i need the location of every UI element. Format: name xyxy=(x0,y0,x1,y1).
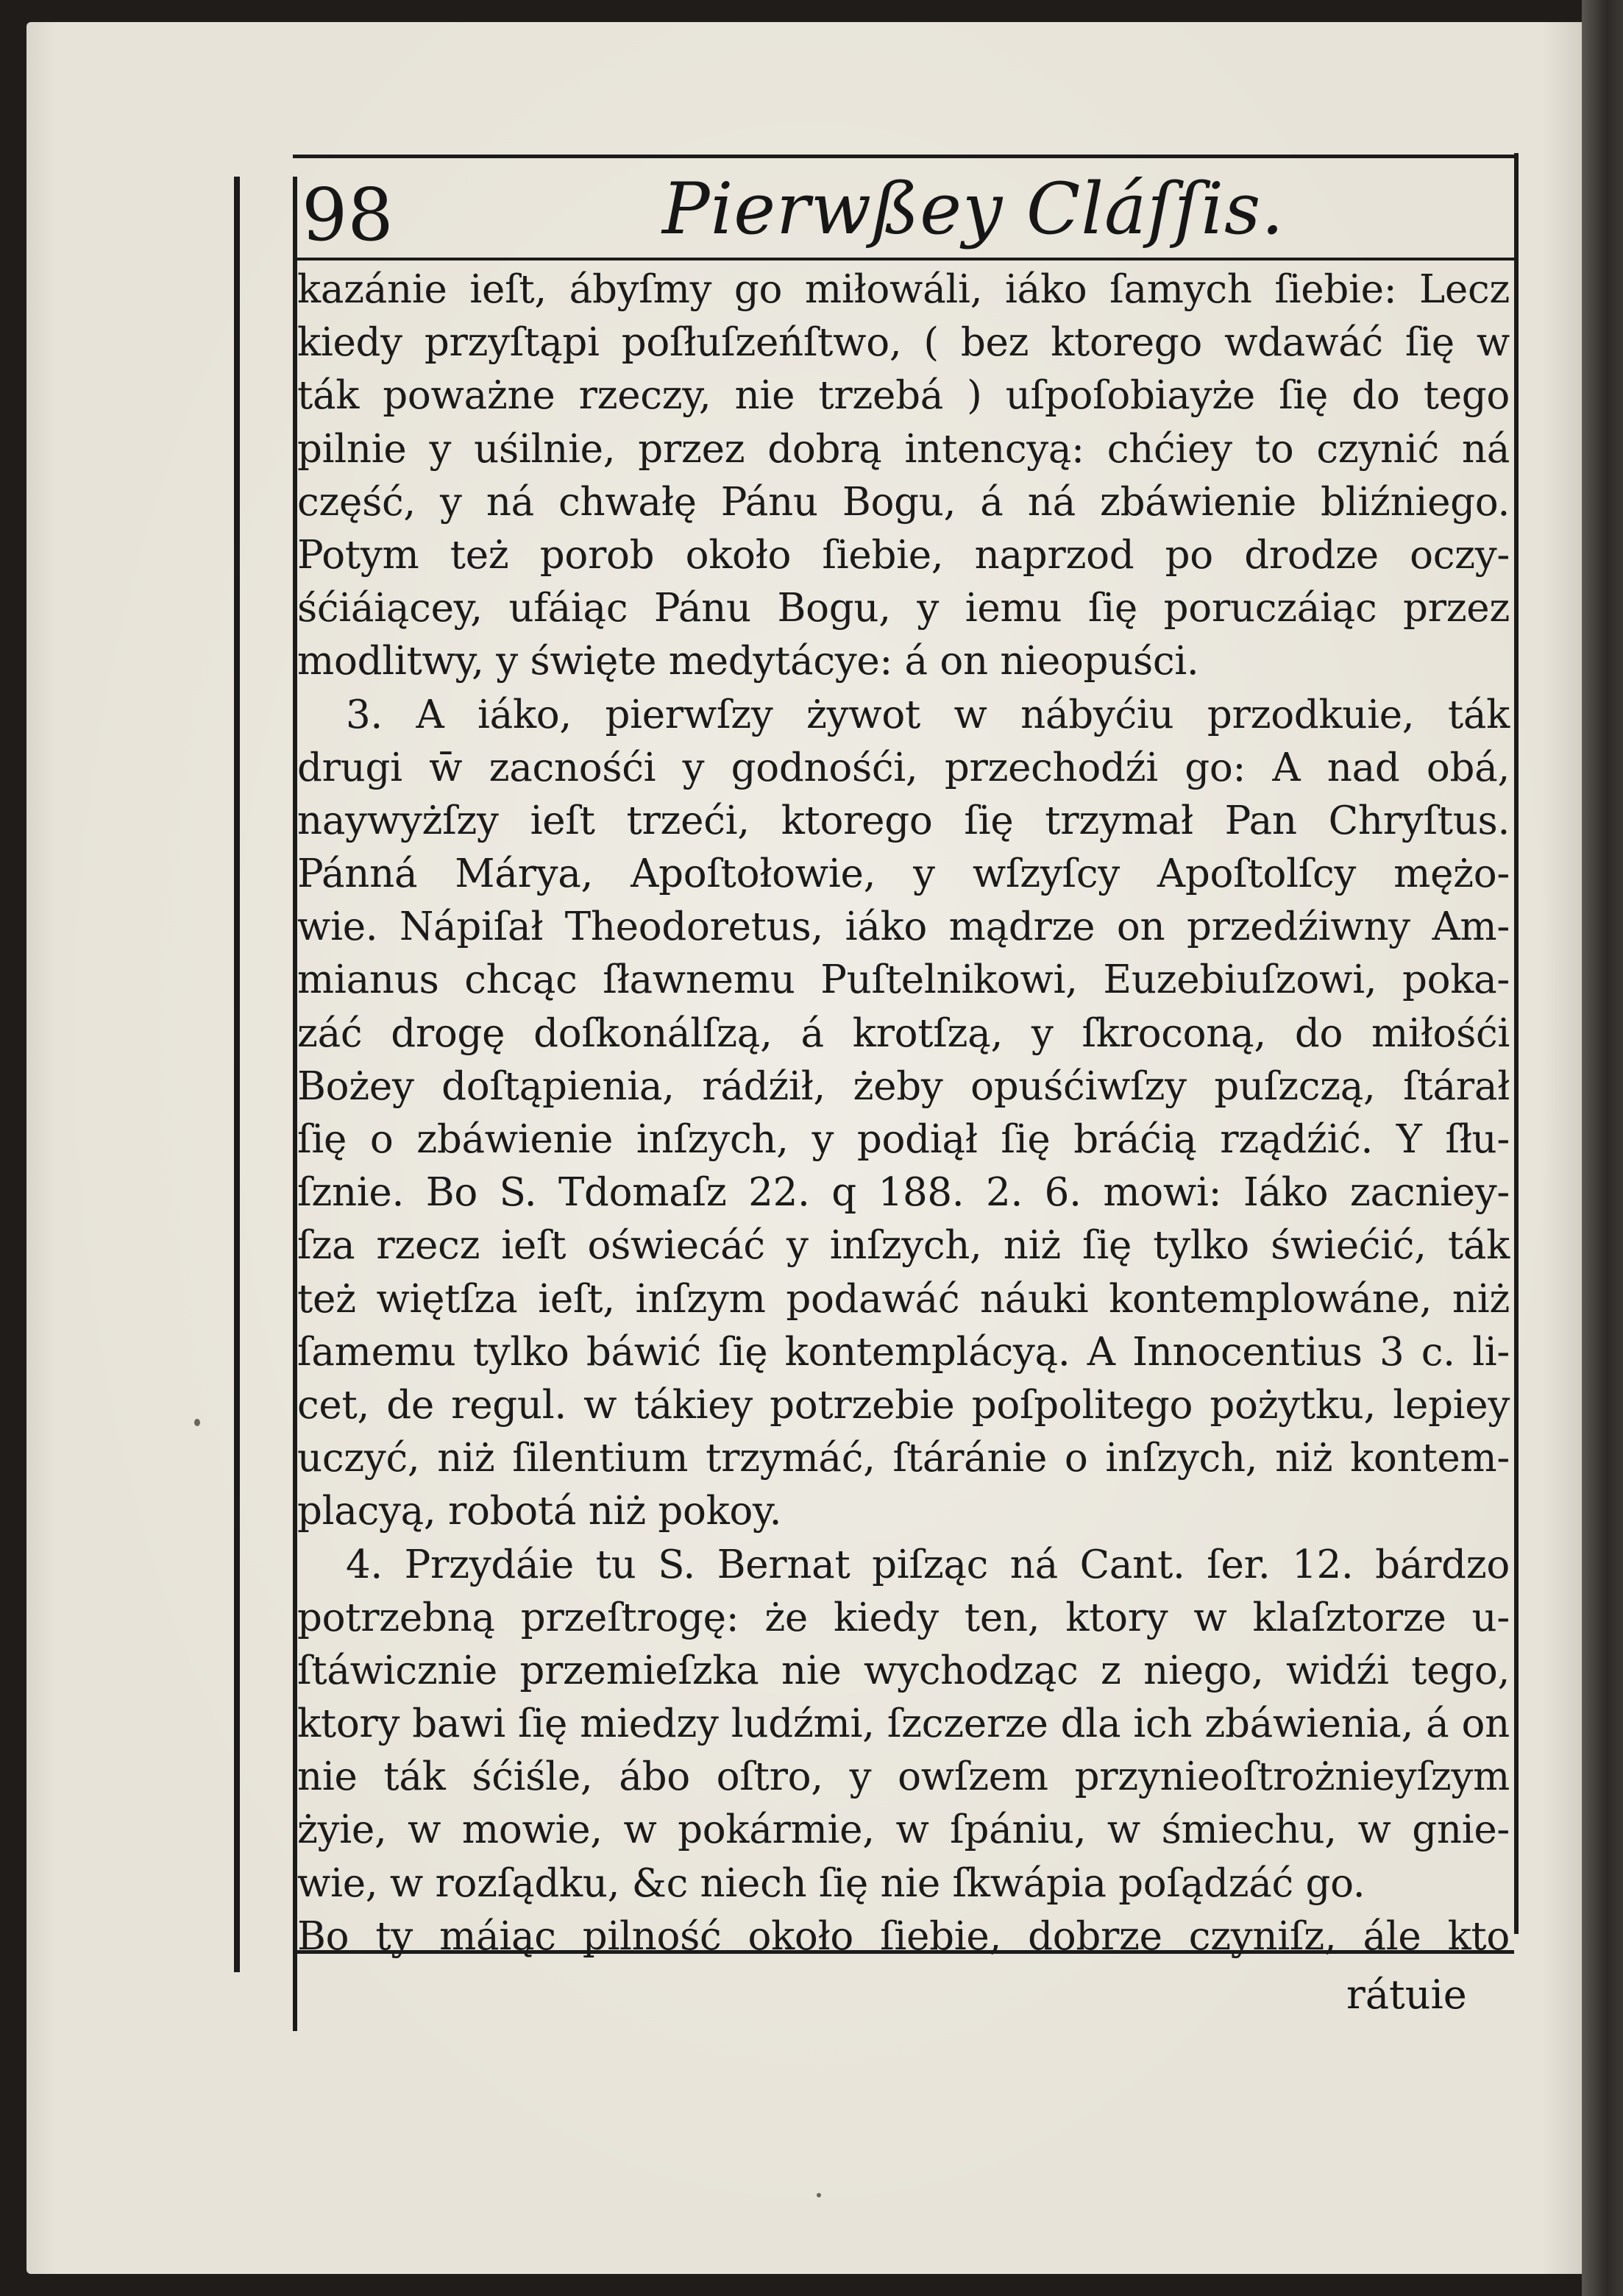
text-line: záć drogę doſkonálſzą, á krotſzą, y ſkroconą, do miłośći xyxy=(297,1010,1510,1056)
body-text xyxy=(297,263,1510,1963)
text-line: ták poważne rzeczy, nie trzebá ) uſpoſobiayże ſię do tego xyxy=(297,373,1510,419)
text-line: Bo ty máiąc pilność około ſiebie, dobrze czyniſz, ále kto xyxy=(297,1913,1510,1959)
catchword: rátuie xyxy=(1346,1971,1467,2018)
text-line: 3. A iáko, pierwſzy żywot w nábyćiu przodkuie, ták xyxy=(346,692,1510,737)
text-line: kiedy przyſtąpi poſłuſzeńſtwo, ( bez ktorego wdawáć ſię w xyxy=(297,320,1510,366)
text-line: też więtſza ieſt, inſzym podawáć náuki kontemplowáne, niż xyxy=(297,1276,1510,1322)
text-line: Potym też porob około ſiebie, naprzod po drodze oczy- xyxy=(297,532,1510,578)
text-line: ſię o zbáwienie inſzych, y podiął ſię bráćią rządźić. Y ſłu- xyxy=(297,1117,1510,1162)
running-head: Pierwßey Cláſſis. xyxy=(662,168,1285,250)
text-line: pilnie y uśilnie, przez dobrą intencyą: chćiey to czynić ná xyxy=(297,426,1510,472)
text-line: wie. Nápiſał Theodoretus, iáko mądrze on przedźiwny Am- xyxy=(297,904,1510,950)
text-line: wie, w rozſądku, &c niech ſię nie ſkwápia poſądzáć go. xyxy=(297,1860,1365,1906)
text-line: ktory bawi ſię miedzy ludźmi, ſzczerze dla ich zbáwienia, á on xyxy=(297,1701,1510,1747)
text-line: placyą, robotá niż pokoy. xyxy=(297,1489,782,1534)
text-line: ſznie. Bo S. Tdomaſz 22. q 188. 2. 6. mowi: Iáko zacniey- xyxy=(297,1170,1510,1216)
text-line: Bożey doſtąpienia, rádźił, żeby opuśćiwſzy puſzczą, ſtárał xyxy=(297,1063,1510,1109)
text-line: drugi w̄ zacnośći y godnośći, przechodźi go: A nad obá, xyxy=(297,745,1510,790)
text-line: nie ták śćiśle, ábo oſtro, y owſzem przynieoſtrożnieyſzym xyxy=(297,1754,1510,1800)
text-line: ſza rzecz ieſt oświecáć y inſzych, niż ſię tylko świećić, ták xyxy=(297,1223,1510,1269)
paper-speck xyxy=(817,2193,821,2197)
text-line: 4. Przydáie tu S. Bernat piſząc ná Cant. ſer. 12. bárdzo xyxy=(346,1542,1510,1587)
text-line: naywyżſzy ieſt trzeći, ktorego ſię trzymał Pan Chryſtus. xyxy=(297,798,1510,843)
text-line: żyie, w mowie, w pokármie, w ſpániu, w śmiechu, w gnie- xyxy=(297,1807,1510,1853)
text-line: kazánie ieſt, ábyſmy go miłowáli, iáko ſamych ſiebie: Lecz xyxy=(297,267,1510,312)
book-gutter xyxy=(1582,0,1623,2296)
text-line: cet, de regul. w tákiey potrzebie poſpolitego pożytku, lepiey xyxy=(297,1382,1510,1428)
text-line: ſamemu tylko báwić ſię kontemplácyą. A Innocentius 3 c. li- xyxy=(297,1329,1510,1375)
text-line: uczyć, niż ſilentium trzymáć, ſtáránie o inſzych, niż kontem- xyxy=(297,1436,1510,1481)
text-line: modlitwy, y święte medytácye: á on nieopuści. xyxy=(297,639,1199,684)
text-line: ſtáwicznie przemieſzka nie wychodząc z niego, widźi tego, xyxy=(297,1648,1510,1693)
text-line: część, y ná chwałę Pánu Bogu, á ná zbáwienie bliźniego. xyxy=(297,479,1510,525)
header-rule xyxy=(297,258,1514,261)
text-line: mianus chcąc ſławnemu Puſtelnikowi, Euzebiuſzowi, poka- xyxy=(297,957,1510,1003)
paper-speck xyxy=(194,1419,200,1426)
text-line: Pánná Márya, Apoſtołowie, y wſzyſcy Apoſtolſcy mężo- xyxy=(297,851,1510,897)
text-line: śćiáiącey, ufáiąc Pánu Bogu, y iemu ſię poruczáiąc przez xyxy=(297,586,1510,631)
text-line: potrzebną przeſtrogę: że kiedy ten, ktory w klaſztorze u- xyxy=(297,1595,1510,1640)
page-number: 98 xyxy=(302,174,394,258)
frame-outer-left-rule xyxy=(234,177,240,1972)
